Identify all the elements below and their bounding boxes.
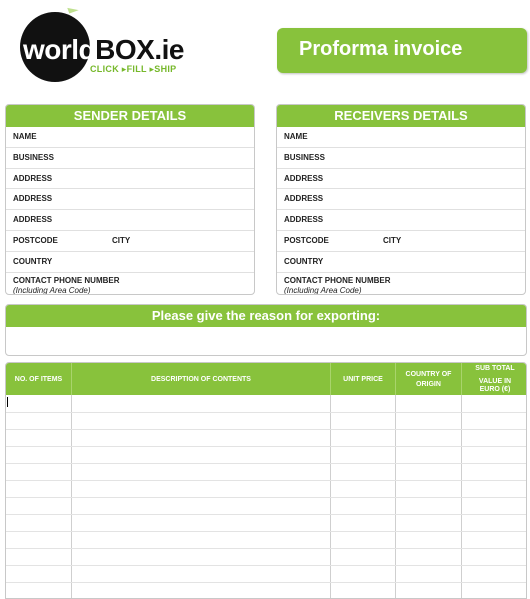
table-row[interactable] [6,548,526,549]
sender-details-panel [5,104,255,295]
receiver-phone-field[interactable]: CONTACT PHONE NUMBER (Including Area Code) [284,275,391,295]
receiver-details-header: RECEIVERS DETAILS [277,105,525,127]
col-header-country-of-origin: COUNTRY OF ORIGIN [396,363,462,395]
items-table-header [6,363,526,395]
sender-address2-field[interactable]: ADDRESS [6,189,254,210]
logo-flag-icon [67,4,78,13]
page-title: Proforma invoice [299,38,463,60]
sender-phone-field[interactable]: CONTACT PHONE NUMBER (Including Area Code) [13,275,120,295]
sender-details-header: SENDER DETAILS [6,105,254,127]
export-reason-section [5,304,527,356]
col-header-unit-price: UNIT PRICE [331,363,396,395]
sender-address1-field[interactable]: ADDRESS [6,169,254,190]
sender-postcode-city-field[interactable]: POSTCODE CITY [6,231,254,252]
logo-wordmark: worldBOX.ie [23,34,184,65]
table-row[interactable] [6,480,526,481]
logo-tagline: CLICK ▸FILL ▸SHIP [90,64,177,74]
table-row[interactable] [6,514,526,515]
table-row[interactable] [6,531,526,532]
worldbox-logo [20,6,184,82]
table-row[interactable] [6,565,526,566]
receiver-address2-field[interactable]: ADDRESS [277,189,525,210]
receiver-country-field[interactable]: COUNTRY [277,252,525,273]
sender-address3-field[interactable]: ADDRESS [6,210,254,231]
col-header-subtotal: SUB TOTAL VALUE IN EURO (€) [475,365,515,393]
sender-business-field[interactable]: BUSINESS [6,148,254,169]
table-row[interactable] [6,446,526,447]
receiver-business-field[interactable]: BUSINESS [277,148,525,169]
receiver-postcode-city-field[interactable]: POSTCODE CITY [277,231,525,252]
table-row[interactable] [6,582,526,583]
table-row[interactable] [6,429,526,430]
receiver-address1-field[interactable]: ADDRESS [277,169,525,190]
export-reason-header: Please give the reason for exporting: [6,305,526,327]
items-table [5,362,527,599]
sender-country-field[interactable]: COUNTRY [6,252,254,273]
export-reason-input[interactable] [6,327,526,355]
title-banner [277,28,527,73]
col-header-items: NO. OF ITEMS [6,363,72,395]
table-row[interactable] [6,497,526,498]
sender-name-field[interactable]: NAME [6,127,254,148]
receiver-details-panel [276,104,526,295]
receiver-address3-field[interactable]: ADDRESS [277,210,525,231]
receiver-name-field[interactable]: NAME [277,127,525,148]
text-cursor [7,397,8,407]
table-row[interactable] [6,463,526,464]
col-header-description: DESCRIPTION OF CONTENTS [72,363,331,395]
table-row[interactable] [6,412,526,413]
